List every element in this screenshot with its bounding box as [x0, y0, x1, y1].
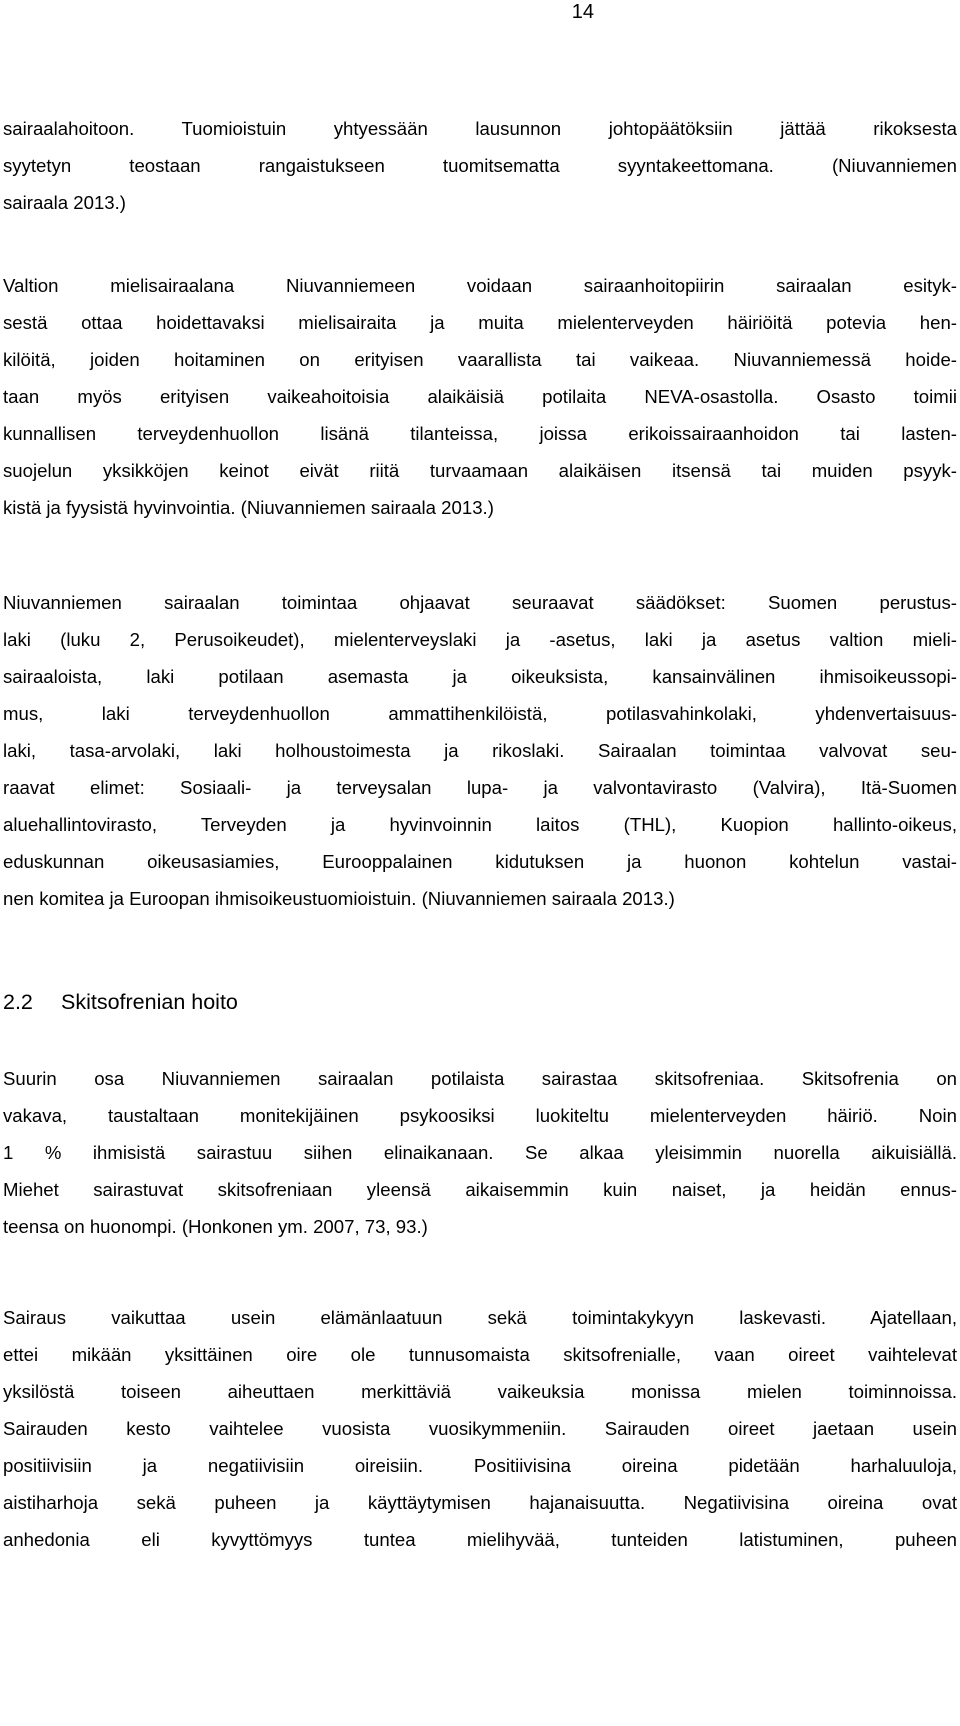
paragraph-4: [3, 1060, 957, 1245]
paragraph-1: [3, 110, 957, 221]
text-line: suojelun yksikköjen keinot eivät riitä turvaamaan alaikäisen itsensä tai muiden psyyk-: [3, 460, 957, 481]
text-line: aluehallintovirasto, Terveyden ja hyvinvoinnin laitos (THL), Kuopion hallinto-oikeus,: [3, 814, 957, 835]
text-line: vakava, taustaltaan monitekijäinen psykoosiksi luokiteltu mielenterveyden häiriö. Noin: [3, 1105, 957, 1126]
text-line: sairaala 2013.): [3, 192, 127, 213]
text-line: syytetyn teostaan rangaistukseen tuomitsematta syyntakeettomana. (Niuvanniemen: [3, 155, 957, 176]
text-line: 1 % ihmisistä sairastuu siihen elinaikanaan. Se alkaa yleisimmin nuorella aikuisiällä.: [3, 1142, 957, 1163]
text-line: teensa on huonompi. (Honkonen ym. 2007, 73, 93.): [3, 1216, 428, 1237]
text-line: Suurin osa Niuvanniemen sairaalan potilaista sairastaa skitsofreniaa. Skitsofrenia on: [3, 1068, 957, 1089]
text-line: laki (luku 2, Perusoikeudet), mielenterveyslaki ja -asetus, laki ja asetus valtion mieli-: [3, 629, 957, 650]
text-line: Niuvanniemen sairaalan toimintaa ohjaavat seuraavat säädökset: Suomen perustus-: [3, 592, 957, 613]
section-heading: [3, 987, 238, 1017]
text-line: taan myös erityisen vaikeahoitoisia alaikäisiä potilaita NEVA-osastolla. Osasto toimii: [3, 386, 957, 407]
paragraph-2: [3, 267, 957, 526]
page-number: 14: [571, 1, 594, 23]
text-line: nen komitea ja Euroopan ihmisoikeustuomioistuin. (Niuvanniemen sairaala 2013.): [3, 888, 675, 909]
text-line: aistiharhoja sekä puheen ja käyttäytymisen hajanaisuutta. Negatiivisina oireina ovat: [3, 1492, 957, 1513]
text-line: sairaaloista, laki potilaan asemasta ja oikeuksista, kansainvälinen ihmisoikeussopi-: [3, 666, 957, 687]
text-line: sairaalahoitoon. Tuomioistuin yhtyessään lausunnon johtopäätöksiin jättää rikoksesta: [3, 118, 957, 139]
text-line: sestä ottaa hoidettavaksi mielisairaita ja muita mielenterveyden häiriöitä potevia hen-: [3, 312, 957, 333]
text-line: kistä ja fyysistä hyvinvointia. (Niuvanniemen sairaala 2013.): [3, 497, 494, 518]
paragraph-5: [3, 1299, 957, 1558]
text-line: raavat elimet: Sosiaali- ja terveysalan lupa- ja valvontavirasto (Valvira), Itä-Suomen: [3, 777, 957, 798]
text-line: Sairaus vaikuttaa usein elämänlaatuun sekä toimintakykyyn laskevasti. Ajatellaan,: [3, 1307, 957, 1328]
text-line: Valtion mielisairaalana Niuvanniemeen voidaan sairaanhoitopiirin sairaalan esityk-: [3, 275, 957, 296]
text-line: mus, laki terveydenhuollon ammattihenkilöistä, potilasvahinkolaki, yhdenvertaisuus-: [3, 703, 957, 724]
text-line: yksilöstä toiseen aiheuttaen merkittäviä vaikeuksia monissa mielen toiminnoissa.: [3, 1381, 957, 1402]
text-line: kilöitä, joiden hoitaminen on erityisen vaarallista tai vaikeaa. Niuvanniemessä hoide-: [3, 349, 957, 370]
section-title: Skitsofrenian hoito: [61, 990, 238, 1014]
text-line: kunnallisen terveydenhuollon lisänä tilanteissa, joissa erikoissairaanhoidon tai lasten-: [3, 423, 957, 444]
text-line: ettei mikään yksittäinen oire ole tunnusomaista skitsofrenialle, vaan oireet vaihtelevat: [3, 1344, 957, 1365]
text-line: Sairauden kesto vaihtelee vuosista vuosikymmeniin. Sairauden oireet jaetaan usein: [3, 1418, 957, 1439]
section-number: 2.2: [3, 990, 33, 1014]
text-line: positiivisiin ja negatiivisiin oireisiin. Positiivisina oireina pidetään harhaluuloja,: [3, 1455, 957, 1476]
text-line: Miehet sairastuvat skitsofreniaan yleensä aikaisemmin kuin naiset, ja heidän ennus-: [3, 1179, 957, 1200]
text-line: laki, tasa-arvolaki, laki holhoustoimesta ja rikoslaki. Sairaalan toimintaa valvovat seu-: [3, 740, 957, 761]
text-line: eduskunnan oikeusasiamies, Eurooppalainen kidutuksen ja huonon kohtelun vastai-: [3, 851, 957, 872]
paragraph-3: [3, 584, 957, 917]
text-line: anhedonia eli kyvyttömyys tuntea mielihyvää, tunteiden latistuminen, puheen: [3, 1529, 957, 1550]
